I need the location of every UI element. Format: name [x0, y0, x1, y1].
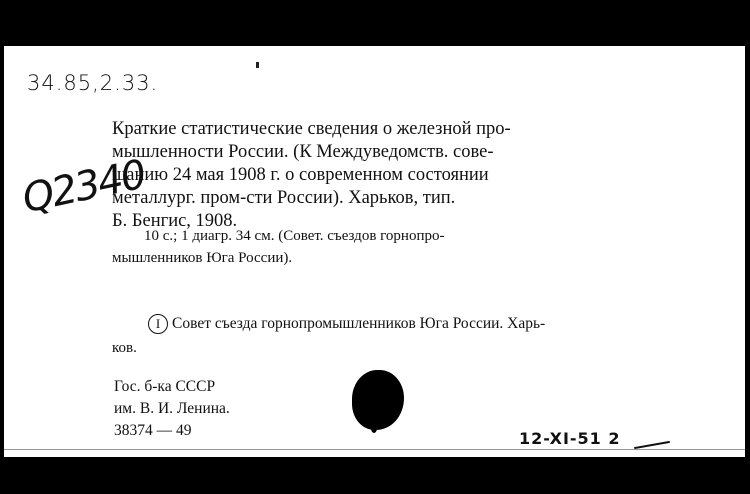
card-edge-line [4, 449, 745, 450]
title-line: щанию 24 мая 1908 г. о современном состоянии [112, 165, 489, 185]
description-line: мышленников Юга России). [112, 250, 293, 266]
catalog-card [4, 46, 745, 457]
library-line: 38374 — 49 [114, 422, 192, 439]
tracing-line: Совет съезда горнопромышленников Юга России. Харь- [172, 315, 546, 332]
description-line: 10 с.; 1 диагр. 34 см. (Совет. съездов горнопро- [144, 228, 445, 244]
tracing-line: ков. [112, 340, 137, 356]
title-line: Б. Бенгис, 1908. [112, 211, 238, 231]
circled-numeral-icon: I [148, 314, 168, 334]
ink-mark [256, 62, 259, 68]
title-line: мышленности России. (К Междуведомств. сове- [112, 142, 494, 162]
ink-blot [371, 424, 377, 433]
handwritten-side-note: Q2340 [18, 151, 149, 223]
tracing-entry [148, 314, 545, 334]
title-line: металлург. пром-сти России). Харьков, тип. [112, 188, 456, 208]
ink-blot [352, 370, 404, 430]
signature-stroke [634, 441, 670, 449]
library-line: Гос. б-ка СССР [114, 378, 216, 395]
shelfmark: 34.85,2.33. [27, 71, 159, 95]
library-line: им. В. И. Ленина. [114, 400, 230, 417]
date-stamp: 12-XI-51 2 [519, 429, 621, 448]
title-line: Краткие статистические сведения о железной про- [112, 119, 511, 139]
